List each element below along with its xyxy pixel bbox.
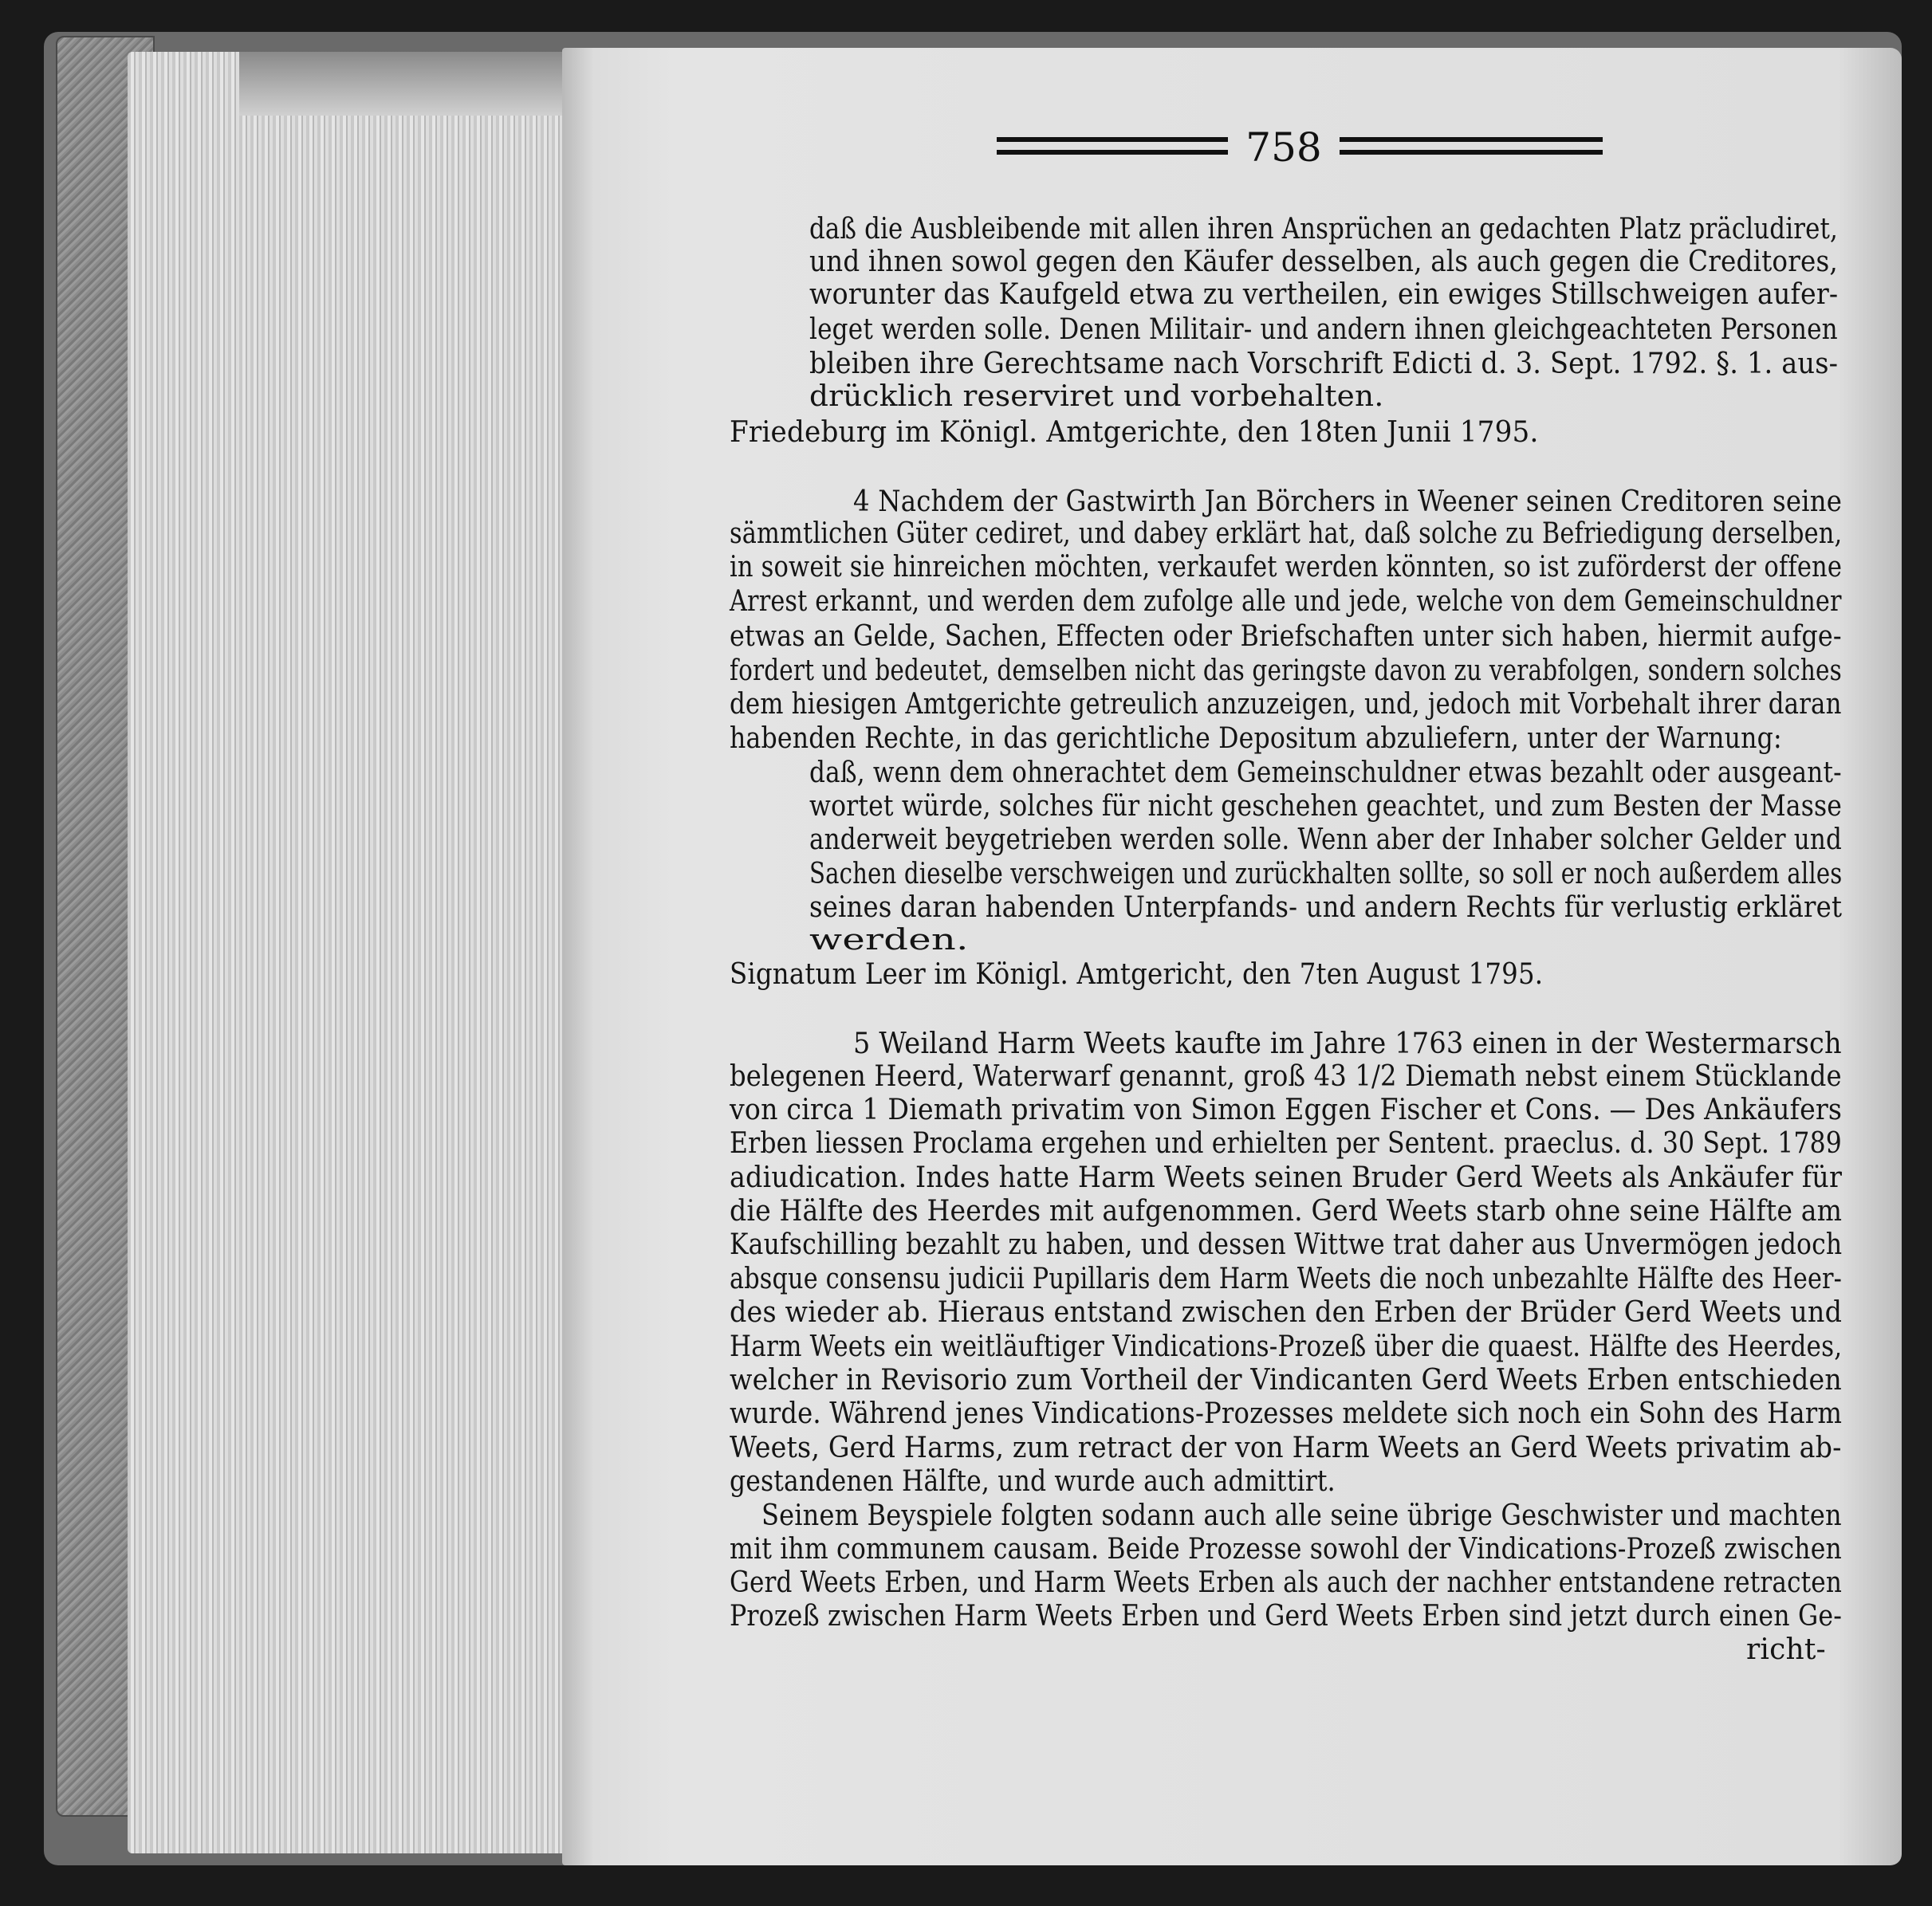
text-line: adiudication. Indes hatte Harm Weets seinen Bruder Gerd Weets als Ankäufer für xyxy=(730,1161,1843,1194)
text-line: in soweit sie hinreichen möchten, verkaufet werden könnten, so ist zuförderst der offene xyxy=(730,551,1843,584)
text-line: wortet würde, solches für nicht geschehen geachtet, und zum Besten der Masse xyxy=(809,790,1843,823)
text-line: daß die Ausbleibende mit allen ihren Ansprüchen an gedachten Platz präcludiret, xyxy=(809,213,1839,246)
text-line: bleiben ihre Gerechtsame nach Vorschrift Edicti d. 3. Sept. 1792. §. 1. aus- xyxy=(809,348,1839,380)
text-line: richt- xyxy=(1746,1633,1826,1666)
text-line: daß, wenn dem ohnerachtet dem Gemeinschuldner etwas bezahlt oder ausgeant- xyxy=(809,757,1842,789)
text-line: mit ihm communem causam. Beide Prozesse sowohl der Vindications-Prozeß zwischen xyxy=(730,1533,1842,1566)
text-line: drücklich reserviret und vorbehalten. xyxy=(809,380,1384,413)
text-line: anderweit beygetrieben werden solle. Wenn aber der Inhaber solcher Gelder und xyxy=(809,823,1843,856)
text-line: 4 Nachdem der Gastwirth Jan Börchers in Weener seinen Creditoren seine xyxy=(853,485,1843,518)
text-line: fordert und bedeutet, demselben nicht das geringste davon zu verabfolgen, sondern solches xyxy=(730,654,1842,687)
text-line: und ihnen sowol gegen den Käufer desselben, als auch gegen die Creditores, xyxy=(809,246,1838,278)
text-line: worunter das Kaufgeld etwa zu vertheilen, ein ewiges Stillschweigen aufer- xyxy=(809,278,1839,311)
text-line: die Hälfte des Heerdes mit aufgenommen. Gerd Weets starb ohne seine Hälfte am xyxy=(730,1195,1843,1228)
text-line: welcher in Revisorio zum Vortheil der Vindicanten Gerd Weets Erben entschieden xyxy=(730,1364,1842,1397)
text-line: des wieder ab. Hieraus entstand zwischen den Erben der Brüder Gerd Weets und xyxy=(730,1296,1843,1329)
text-line: etwas an Gelde, Sachen, Effecten oder Briefschaften unter sich haben, hiermit aufge- xyxy=(730,620,1842,653)
text-line: Prozeß zwischen Harm Weets Erben und Gerd Weets Erben sind jetzt durch einen Ge- xyxy=(730,1600,1843,1633)
text-line: 5 Weiland Harm Weets kaufte im Jahre 1763 einen in der Westermarsch xyxy=(853,1028,1842,1060)
text-line: Friedeburg im Königl. Amtgerichte, den 18ten Junii 1795. xyxy=(730,416,1539,449)
text-line: seines daran habenden Unterpfands- und andern Rechts für verlustig erkläret xyxy=(809,891,1843,924)
text-line: Erben liessen Proclama ergehen und erhielten per Sentent. praeclus. d. 30 Sept. 1789 xyxy=(730,1127,1842,1160)
text-line: wurde. Während jenes Vindications-Prozesses meldete sich noch ein Sohn des Harm xyxy=(730,1397,1843,1430)
text-line: Sachen dieselbe verschweigen und zurückhalten sollte, so soll er noch außerdem alles xyxy=(809,858,1843,890)
text-line: Signatum Leer im Königl. Amtgericht, den 7ten August 1795. xyxy=(730,958,1544,991)
page-number: 758 xyxy=(1245,124,1322,171)
text-line: dem hiesigen Amtgerichte getreulich anzuzeigen, und, jedoch mit Vorbehalt ihrer daran xyxy=(730,688,1842,721)
text-line: belegenen Heerd, Waterwarf genannt, groß 43 1/2 Diemath nebst einem Stücklande xyxy=(730,1060,1842,1093)
text-line: Seinem Beyspiele folgten sodann auch alle seine übrige Geschwister und machten xyxy=(761,1499,1842,1532)
text-line: Weets, Gerd Harms, zum retract der von Harm Weets an Gerd Weets privatim ab- xyxy=(730,1432,1842,1464)
text-line: Kaufschilling bezahlt zu haben, und dessen Wittwe trat daher aus Unvermögen jedoch xyxy=(730,1228,1843,1261)
text-line: Harm Weets ein weitläuftiger Vindications-Prozeß über die quaest. Hälfte des Heerdes, xyxy=(730,1330,1843,1363)
text-line: leget werden solle. Denen Militair- und andern ihnen gleichgeachteten Personen xyxy=(809,313,1838,346)
text-line: von circa 1 Diemath privatim von Simon Eggen Fischer et Cons. — Des Ankäufers xyxy=(730,1094,1843,1126)
text-line: absque consensu judicii Pupillaris dem Harm Weets die noch unbezahlte Hälfte des Heer- xyxy=(730,1263,1843,1295)
text-line: gestandenen Hälfte, und wurde auch admittirt. xyxy=(730,1465,1336,1498)
text-line: sämmtlichen Güter cediret, und dabey erklärt hat, daß solche zu Befriedigung derselben, xyxy=(730,517,1843,550)
text-line: werden. xyxy=(809,924,969,957)
text-line: Gerd Weets Erben, und Harm Weets Erben als auch der nachher entstandene retracten xyxy=(730,1566,1843,1599)
text-line: habenden Rechte, in das gerichtliche Depositum abzuliefern, unter der Warnung: xyxy=(730,722,1782,755)
text-line: Arrest erkannt, und werden dem zufolge alle und jede, welche von dem Gemeinschuldner xyxy=(730,585,1842,618)
